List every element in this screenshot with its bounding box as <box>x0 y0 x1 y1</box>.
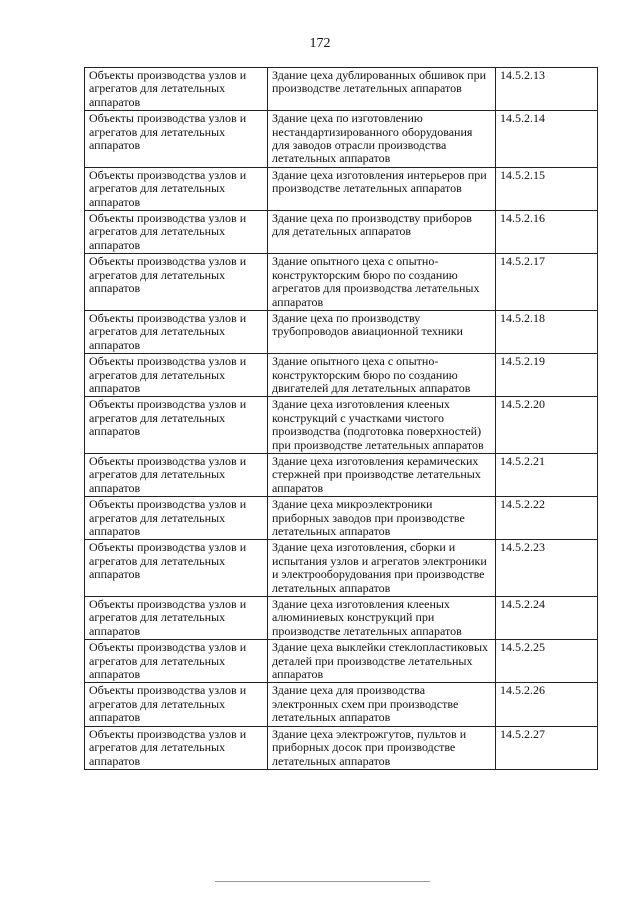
building-cell: Здание цеха по изготовлению нестандартизированного оборудования для заводов отрасли производства летательных аппаратов <box>268 111 496 168</box>
code-cell: 14.5.2.26 <box>496 683 598 726</box>
code-cell: 14.5.2.15 <box>496 167 598 210</box>
table-row <box>85 453 598 496</box>
building-cell: Здание цеха изготовления клееных конструкций с участками чистого производства (подготовка поверхностей) при производстве летательных аппаратов <box>268 397 496 454</box>
code-cell: 14.5.2.24 <box>496 597 598 640</box>
object-cell: Объекты производства узлов и агрегатов для летательных аппаратов <box>85 397 268 454</box>
table-row <box>85 497 598 540</box>
object-cell: Объекты производства узлов и агрегатов для летательных аппаратов <box>85 354 268 397</box>
table-row <box>85 68 598 111</box>
object-cell: Объекты производства узлов и агрегатов для летательных аппаратов <box>85 211 268 254</box>
building-cell: Здание цеха для производства электронных схем при производстве летательных аппаратов <box>268 683 496 726</box>
object-cell: Объекты производства узлов и агрегатов для летательных аппаратов <box>85 167 268 210</box>
code-cell: 14.5.2.13 <box>496 68 598 111</box>
building-cell: Здание цеха изготовления керамических стержней при производстве летательных аппаратов <box>268 453 496 496</box>
object-cell: Объекты производства узлов и агрегатов для летательных аппаратов <box>85 111 268 168</box>
building-cell: Здание опытного цеха с опытно-конструкторским бюро по созданию агрегатов для производства летательных аппаратов <box>268 254 496 311</box>
building-cell: Здание цеха по производству приборов для детательных аппаратов <box>268 211 496 254</box>
table-row <box>85 254 598 311</box>
code-cell: 14.5.2.20 <box>496 397 598 454</box>
classification-table <box>84 67 598 770</box>
building-cell: Здание цеха изготовления, сборки и испытания узлов и агрегатов электроники и электрооборудования при производстве летательных аппаратов <box>268 540 496 597</box>
code-cell: 14.5.2.17 <box>496 254 598 311</box>
table-row <box>85 397 598 454</box>
table-row <box>85 111 598 168</box>
table-row <box>85 167 598 210</box>
table-row <box>85 211 598 254</box>
building-cell: Здание цеха изготовления интерьеров при производстве летательных аппаратов <box>268 167 496 210</box>
building-cell: Здание цеха микроэлектроники приборных заводов при производстве летательных аппаратов <box>268 497 496 540</box>
table-body <box>85 68 598 770</box>
object-cell: Объекты производства узлов и агрегатов для летательных аппаратов <box>85 540 268 597</box>
object-cell: Объекты производства узлов и агрегатов для летательных аппаратов <box>85 310 268 353</box>
table-row <box>85 683 598 726</box>
table-row <box>85 597 598 640</box>
footer-rule <box>215 881 430 882</box>
code-cell: 14.5.2.27 <box>496 726 598 769</box>
building-cell: Здание цеха электрожгутов, пультов и приборных досок при производстве летательных аппаратов <box>268 726 496 769</box>
code-cell: 14.5.2.21 <box>496 453 598 496</box>
building-cell: Здание цеха выклейки стеклопластиковых деталей при производстве летательных аппаратов <box>268 640 496 683</box>
object-cell: Объекты производства узлов и агрегатов для летательных аппаратов <box>85 453 268 496</box>
table-row <box>85 540 598 597</box>
building-cell: Здание цеха дублированных обшивок при производстве летательных аппаратов <box>268 68 496 111</box>
code-cell: 14.5.2.14 <box>496 111 598 168</box>
code-cell: 14.5.2.22 <box>496 497 598 540</box>
code-cell: 14.5.2.19 <box>496 354 598 397</box>
object-cell: Объекты производства узлов и агрегатов для летательных аппаратов <box>85 597 268 640</box>
building-cell: Здание опытного цеха с опытно-конструкторским бюро по созданию двигателей для летательных аппаратов <box>268 354 496 397</box>
object-cell: Объекты производства узлов и агрегатов для летательных аппаратов <box>85 683 268 726</box>
building-cell: Здание цеха по производству трубопроводов авиационной техники <box>268 310 496 353</box>
object-cell: Объекты производства узлов и агрегатов для летательных аппаратов <box>85 254 268 311</box>
building-cell: Здание цеха изготовления клееных алюминиевых конструкций при производстве летательных аппаратов <box>268 597 496 640</box>
code-cell: 14.5.2.23 <box>496 540 598 597</box>
table-row <box>85 640 598 683</box>
table-row <box>85 354 598 397</box>
object-cell: Объекты производства узлов и агрегатов для летательных аппаратов <box>85 497 268 540</box>
table-row <box>85 310 598 353</box>
object-cell: Объекты производства узлов и агрегатов для летательных аппаратов <box>85 640 268 683</box>
code-cell: 14.5.2.16 <box>496 211 598 254</box>
object-cell: Объекты производства узлов и агрегатов для летательных аппаратов <box>85 726 268 769</box>
table-row <box>85 726 598 769</box>
code-cell: 14.5.2.18 <box>496 310 598 353</box>
page-number: 172 <box>309 36 331 51</box>
code-cell: 14.5.2.25 <box>496 640 598 683</box>
object-cell: Объекты производства узлов и агрегатов для летательных аппаратов <box>85 68 268 111</box>
